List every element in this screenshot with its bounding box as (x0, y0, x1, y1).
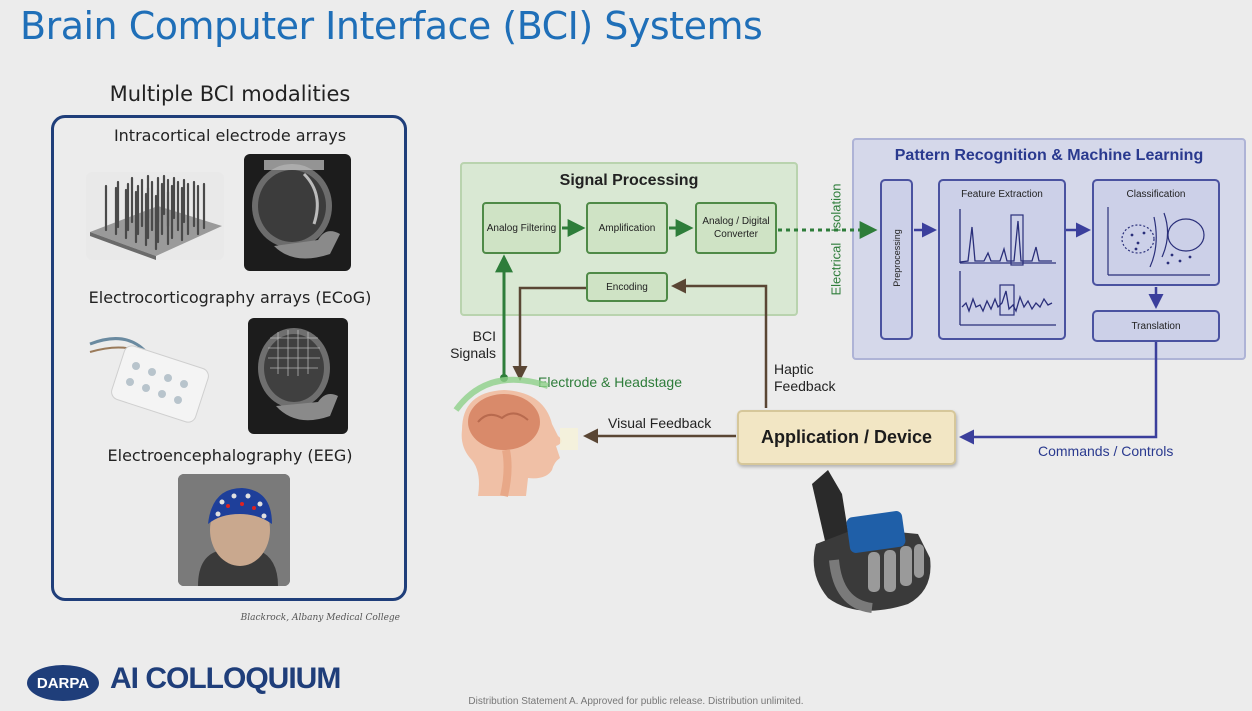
slide-title: Brain Computer Interface (BCI) Systems (20, 4, 763, 48)
electrical-isolation-label: Electrical Isolation (828, 183, 844, 296)
image-credit: Blackrock, Albany Medical College (240, 613, 400, 623)
commands-controls-label: Commands / Controls (1038, 443, 1174, 459)
translation-box: Translation (1092, 310, 1220, 342)
adc-box: Analog / Digital Converter (695, 202, 777, 254)
signal-processing-title: Signal Processing (559, 172, 699, 189)
ecog-label: Electrocorticography arrays (ECoG) (88, 288, 372, 307)
arrow-haptic (674, 286, 766, 408)
arrow-commands (962, 342, 1156, 437)
eeg-label: Electroencephalography (EEG) (107, 446, 353, 465)
modalities-heading: Multiple BCI modalities (109, 82, 351, 106)
distribution-statement: Distribution Statement A. Approved for public release. Distribution unlimited. (468, 696, 804, 707)
darpa-logo: DARPA (27, 665, 99, 701)
amplification-box: Amplification (586, 202, 668, 254)
electrode-headstage-label: Electrode & Headstage (538, 374, 682, 390)
analog-filtering-box: Analog Filtering (482, 202, 561, 254)
prosthetic-hand-image (798, 464, 942, 620)
classification-label: Classification (1126, 189, 1186, 200)
ai-colloquium-wordmark: AI COLLOQUIUM (110, 662, 341, 695)
haptic-feedback-label: Haptic Feedback (774, 361, 836, 394)
arrow-encoding-to-head (520, 288, 586, 378)
visual-feedback-label: Visual Feedback (608, 415, 712, 431)
preprocessing-label: Preprocessing (892, 229, 902, 287)
encoding-box: Encoding (586, 272, 668, 302)
pattern-recognition-title: Pattern Recognition & Machine Learning (894, 147, 1204, 164)
intracortical-label: Intracortical electrode arrays (113, 126, 347, 145)
feature-extraction-label: Feature Extraction (961, 189, 1043, 200)
head-illustration (448, 370, 578, 498)
application-device-box: Application / Device (737, 410, 956, 465)
bci-signals-label: BCI Signals (450, 328, 496, 361)
